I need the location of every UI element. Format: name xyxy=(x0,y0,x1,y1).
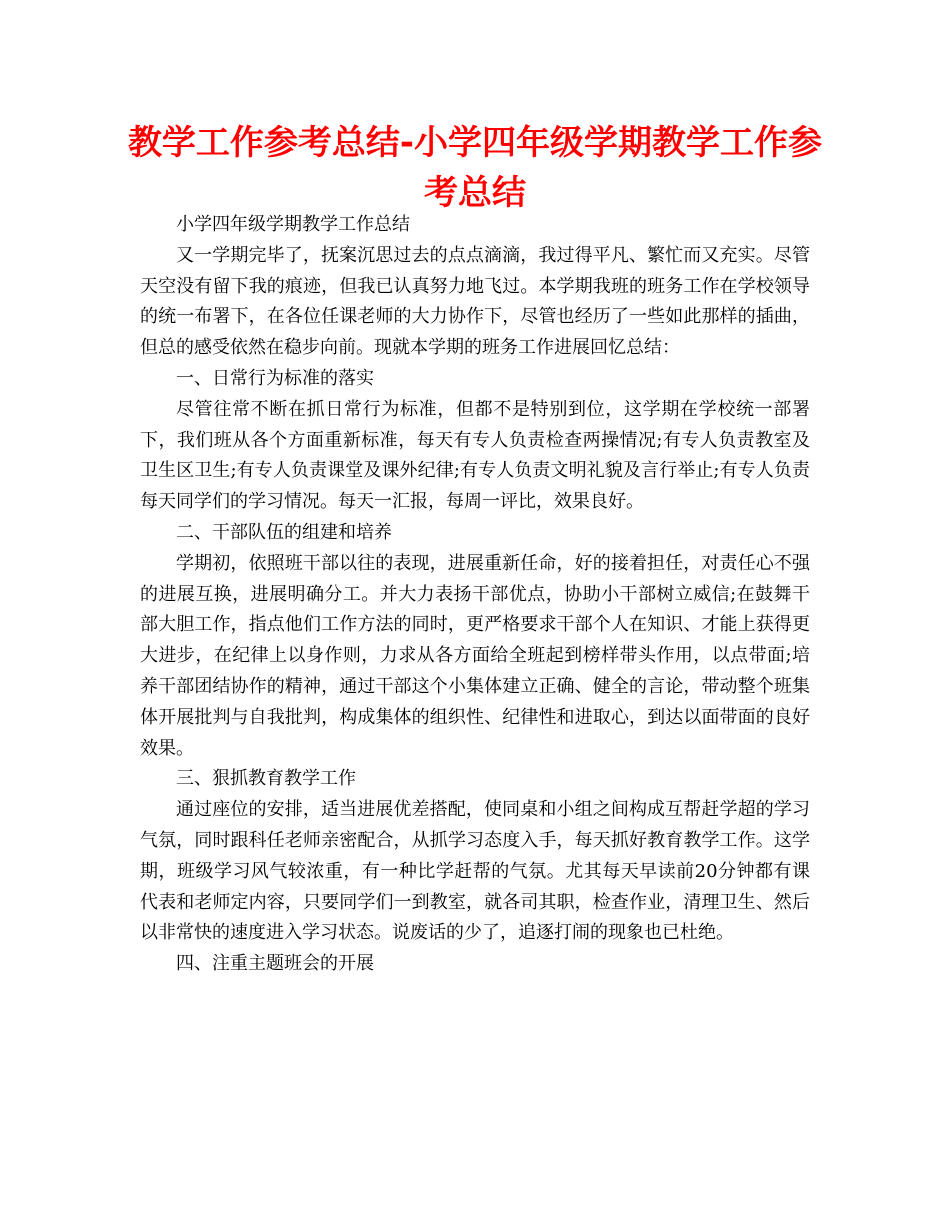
intro-paragraph: 又一学期完毕了，抚案沉思过去的点点滴滴，我过得平凡、繁忙而又充实。尽管天空没有留下我的痕迹，但我已认真努力地飞过。本学期我班的班务工作在学校领导的统一布署下，在各位任课老师的大力协作下，尽管也经历了一些如此那样的插曲，但总的感受依然在稳步向前。现就本学期的班务工作进展回忆总结： xyxy=(140,244,810,359)
section-heading-2: 二、干部队伍的组建和培养 xyxy=(176,521,392,543)
subtitle-paragraph: 小学四年级学期教学工作总结 xyxy=(176,214,410,235)
document-title: 教学工作参考总结-小学四年级学期教学工作参考总结 xyxy=(127,123,823,213)
section-paragraph-3: 通过座位的安排，适当进展优差搭配，使同桌和小组之间构成互帮赶学超的学习气氛，同时跟科任老师亲密配合，从抓学习态度入手，每天抓好教育教学工作。这学期，班级学习风气较浓重，有一种比学赶帮的气氛。尤其每天早读前20分钟都有课代表和老师定内容，只要同学们一到教室，就各司其职，检查作业，清理卫生、然后以非常快的速度进入学习状态。说废话的少了，追逐打闹的现象也已杜绝。 xyxy=(140,799,810,944)
section-heading-1: 一、日常行为标准的落实 xyxy=(176,367,374,389)
document-body xyxy=(140,210,810,980)
section-paragraph-1: 尽管往常不断在抓日常行为标准，但都不是特别到位，这学期在学校统一部署下，我们班从各个方面重新标准，每天有专人负责检查两操情况;有专人负责教室及卫生区卫生;有专人负责课堂及课外纪律;有专人负责文明礼貌及言行举止;有专人负责每天同学们的学习情况。每天一汇报，每周一评比，效果良好。 xyxy=(140,398,810,513)
section-heading-3: 三、狠抓教育教学工作 xyxy=(176,768,356,790)
section-paragraph-2: 学期初，依照班干部以往的表现，进展重新任命，好的接着担任，对责任心不强的进展互换，进展明确分工。并大力表扬干部优点，协助小干部树立威信;在鼓舞干部大胆工作，指点他们工作方法的同时，更严格要求干部个人在知识、才能上获得更大进步，在纪律上以身作则，力求从各方面给全班起到榜样带头作用，以点带面;培养干部团结协作的精神，通过干部这个小集体建立正确、健全的言论，带动整个班集体开展批判与自我批判，构成集体的组织性、纪律性和进取心，到达以面带面的良好效果。 xyxy=(140,552,810,759)
section-heading-4: 四、注重主题班会的开展 xyxy=(176,953,374,975)
